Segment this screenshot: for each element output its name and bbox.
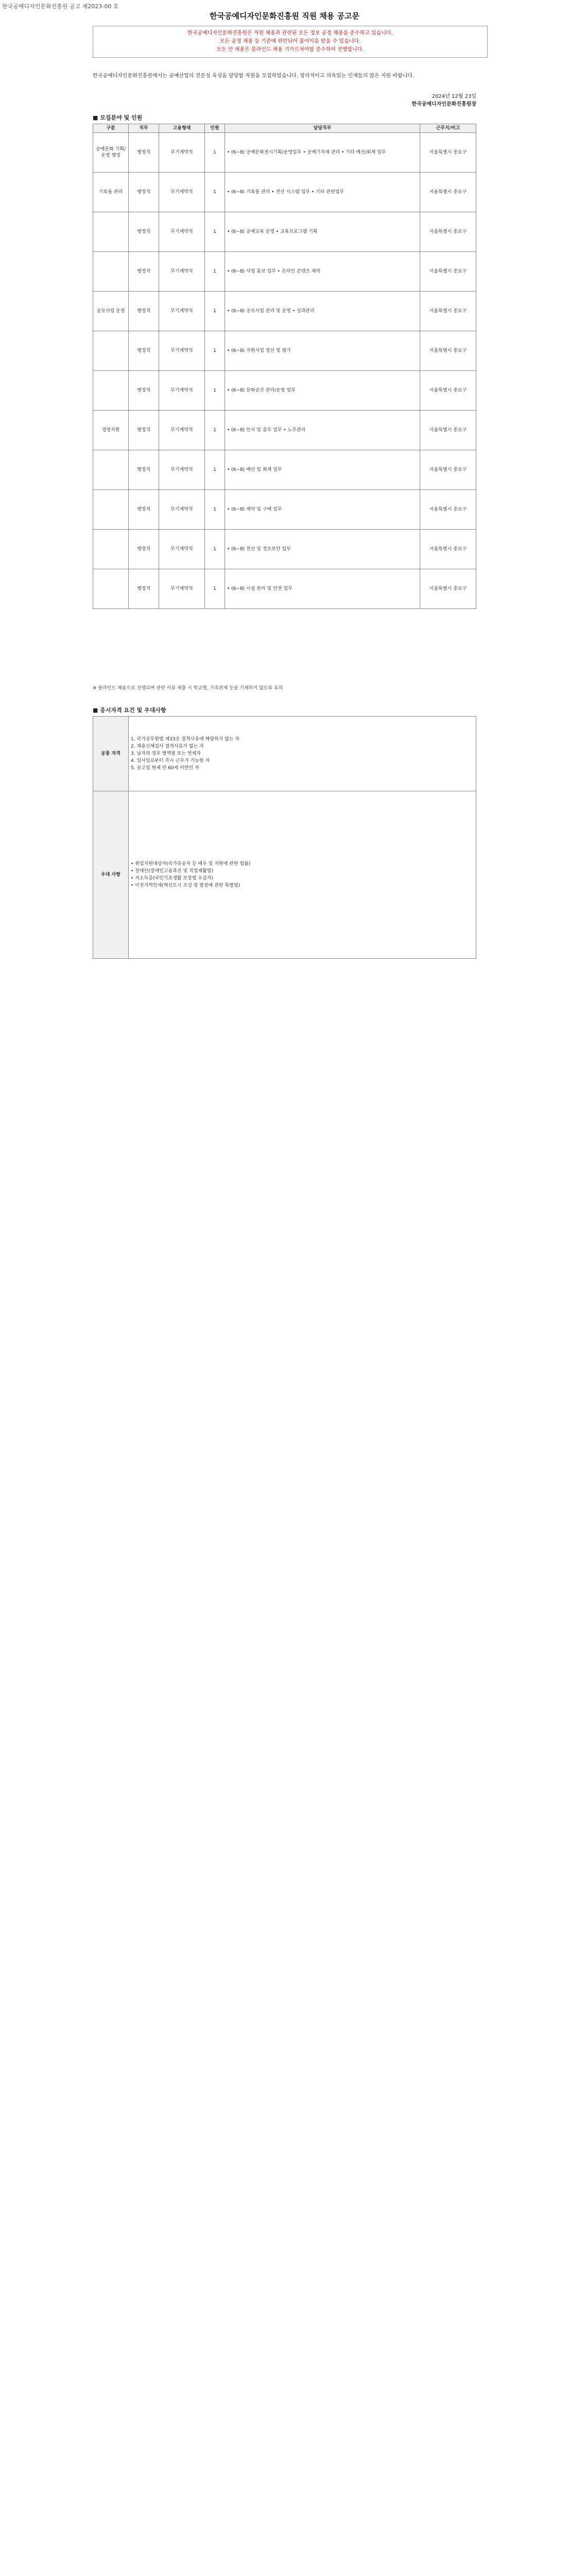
table-row — [93, 133, 476, 173]
list-item: 3. 남자의 경우 병역필 또는 면제자 — [131, 751, 201, 756]
table-cell — [93, 530, 129, 569]
table-cell: 무기계약직 — [159, 371, 205, 411]
col-header: 근무지/비고 — [420, 124, 476, 133]
col-header: 구분 — [93, 124, 129, 133]
list-item: 2. 채용신체검사 결격사유가 없는 자 — [131, 744, 204, 749]
table-cell: • (6~8) 전산 및 정보보안 업무 — [225, 530, 420, 569]
table-row — [93, 371, 476, 411]
table-cell: 서울특별시 종로구 — [420, 173, 476, 212]
recruit-table — [93, 124, 476, 609]
table-cell: • (6~8) 지원사업 정산 및 평가 — [225, 331, 420, 371]
col-header: 인원 — [205, 124, 225, 133]
page-title: 한국공예디자인문화진흥원 직원 채용 공고문 — [210, 11, 359, 21]
table-cell: 무기계약직 — [159, 490, 205, 530]
qualification-table — [93, 716, 476, 959]
table-row — [93, 490, 476, 530]
table-cell: 서울특별시 종로구 — [420, 212, 476, 252]
table-cell — [93, 252, 129, 292]
notice-date: 2024년 12월 23일 — [432, 94, 476, 99]
table-cell: 무기계약직 — [159, 173, 205, 212]
table-cell: 1 — [205, 252, 225, 292]
table-cell: 행정직 — [129, 569, 159, 609]
table-cell: 기록물 관리 — [93, 173, 129, 212]
table-cell — [93, 450, 129, 490]
table-cell: • (6~8) 예산 및 회계 업무 — [225, 450, 420, 490]
agency-name: 한국공예디자인문화진흥원장 — [411, 101, 476, 107]
table-cell: 행정직 — [129, 331, 159, 371]
table-cell: 서울특별시 종로구 — [420, 292, 476, 331]
table-cell: • (6~8) 문화공간 관리/운영 업무 — [225, 371, 420, 411]
table-cell: • (6~8) 인사 및 총무 업무 • 노무관리 — [225, 411, 420, 450]
table-cell: 1 — [205, 569, 225, 609]
list-item: 1. 국가공무원법 제33조 결격사유에 해당하지 않는 자 — [131, 737, 240, 742]
table-cell: 무기계약직 — [159, 252, 205, 292]
table-cell: 1 — [205, 212, 225, 252]
table-cell: 1 — [205, 530, 225, 569]
section-qualification-title: ■ 응시자격 요건 및 우대사항 — [93, 707, 166, 714]
table-cell: • (6~8) 기록물 관리 • 전산 시스템 업무 • 기타 관련업무 — [225, 173, 420, 212]
table-cell: 1 — [205, 411, 225, 450]
table-cell — [93, 569, 129, 609]
table-cell: • (6~8) 공예문화전시기획/운영업무 • 공예기자재 관리 • 기타 예산/회계 업무 — [225, 133, 420, 173]
notice-line: 한국공예디자인문화진흥원은 직원 채용과 관련된 모든 정보 공정 채용을 준수하고 있습니다. — [187, 30, 393, 36]
table-cell: 공예문화 기획/운영 행정 — [93, 133, 129, 173]
table-row — [93, 252, 476, 292]
col-header: 고용형태 — [159, 124, 205, 133]
table-cell — [93, 371, 129, 411]
table-cell: 서울특별시 종로구 — [420, 530, 476, 569]
table-cell: 무기계약직 — [159, 133, 205, 173]
table-cell: 경영지원 — [93, 411, 129, 450]
table-cell: 무기계약직 — [159, 331, 205, 371]
table-cell: 행정직 — [129, 371, 159, 411]
list-item: • 장애인(장애인고용촉진 및 직업재활법) — [131, 869, 214, 874]
table-cell: 무기계약직 — [159, 450, 205, 490]
table-cell: 서울특별시 종로구 — [420, 411, 476, 450]
table-cell: • (6~8) 시설 관리 및 안전 업무 — [225, 569, 420, 609]
recruit-footnote: ※ 블라인드 채용으로 진행되며 관련 서류 제출 시 학교명, 가족관계 등을 기재하지 않도록 유의 — [93, 686, 283, 691]
table-row — [93, 530, 476, 569]
table-row — [93, 569, 476, 609]
recruit-table-body — [93, 133, 476, 609]
table-cell: 1 — [205, 173, 225, 212]
common-label: 공통 자격 — [93, 717, 129, 791]
list-item: • 취업지원대상자(국가유공자 등 예우 및 지원에 관한 법률) — [131, 861, 251, 867]
table-cell: 행정직 — [129, 252, 159, 292]
list-item: 4. 입사일로부터 즉시 근무가 가능한 자 — [131, 758, 210, 764]
table-cell: 서울특별시 종로구 — [420, 252, 476, 292]
table-row — [93, 331, 476, 371]
qualification-table-wrap — [93, 716, 476, 959]
table-cell: • (6~8) 공모사업 관리 및 운영 • 성과관리 — [225, 292, 420, 331]
col-header: 담당직무 — [225, 124, 420, 133]
table-row — [93, 411, 476, 450]
table-cell: 1 — [205, 490, 225, 530]
recruit-table-wrap — [93, 124, 476, 609]
list-item: • 저소득층(국민기초생활 보장법 수급자) — [131, 876, 214, 881]
table-cell: • (6~8) 사업 홍보 업무 • 온라인 콘텐츠 제작 — [225, 252, 420, 292]
table-cell: 무기계약직 — [159, 292, 205, 331]
table-cell: 서울특별시 종로구 — [420, 331, 476, 371]
doc-number: 한국공예디자인문화진흥원 공고 제2023-00 호 — [2, 3, 119, 10]
date-agency-block — [411, 93, 476, 108]
table-cell: 공모사업 운영 — [93, 292, 129, 331]
table-cell: 행정직 — [129, 212, 159, 252]
notice-line: 모든 안 채용은 블라인드 채용 기가르쳐야할 준수하여 진행합니다. — [216, 47, 364, 53]
table-cell: 행정직 — [129, 411, 159, 450]
notice-box — [93, 26, 488, 58]
page-header — [0, 10, 569, 21]
table-cell: 서울특별시 종로구 — [420, 371, 476, 411]
pref-items — [129, 791, 476, 959]
table-cell: 무기계약직 — [159, 530, 205, 569]
table-cell: 행정직 — [129, 530, 159, 569]
list-item: • 이전지역인재(혁신도시 조성 및 발전에 관한 특별법) — [131, 883, 240, 888]
table-cell: 무기계약직 — [159, 569, 205, 609]
table-row — [93, 173, 476, 212]
notice-line: 모든 공정 채용 등 기준에 위반되어 불이익을 받을 수 있습니다. — [219, 39, 361, 44]
table-cell: 1 — [205, 133, 225, 173]
section-recruit-title: ■ 모집분야 및 인원 — [93, 114, 143, 121]
table-cell: 서울특별시 종로구 — [420, 450, 476, 490]
table-row — [93, 450, 476, 490]
table-cell — [93, 490, 129, 530]
pref-label: 우대 사항 — [93, 791, 129, 959]
table-cell: 행정직 — [129, 450, 159, 490]
col-header: 직무 — [129, 124, 159, 133]
common-items — [129, 717, 476, 791]
table-cell: • (6~8) 공예교육 운영 • 교육프로그램 기획 — [225, 212, 420, 252]
table-cell: 서울특별시 종로구 — [420, 569, 476, 609]
intro-text: 한국공예디자인문화진흥원에서는 공예산업의 전문성 육성을 담당할 직원을 모집하였습니다. 창의적이고 의욕있는 인재들의 많은 지원 바랍니다. — [93, 73, 415, 79]
table-cell: 1 — [205, 450, 225, 490]
table-cell: 행정직 — [129, 133, 159, 173]
table-cell: 서울특별시 종로구 — [420, 133, 476, 173]
list-item: 5. 공고일 현재 만 60세 미만인 자 — [131, 766, 199, 771]
table-cell — [93, 212, 129, 252]
table-row — [93, 212, 476, 252]
table-cell: 서울특별시 종로구 — [420, 490, 476, 530]
table-cell: 행정직 — [129, 490, 159, 530]
table-cell: 1 — [205, 371, 225, 411]
table-row — [93, 292, 476, 331]
table-cell: 무기계약직 — [159, 411, 205, 450]
table-cell: 1 — [205, 331, 225, 371]
table-cell: • (6~8) 계약 및 구매 업무 — [225, 490, 420, 530]
table-cell: 행정직 — [129, 292, 159, 331]
table-cell: 무기계약직 — [159, 212, 205, 252]
table-cell — [93, 331, 129, 371]
table-cell: 1 — [205, 292, 225, 331]
table-cell: 행정직 — [129, 173, 159, 212]
